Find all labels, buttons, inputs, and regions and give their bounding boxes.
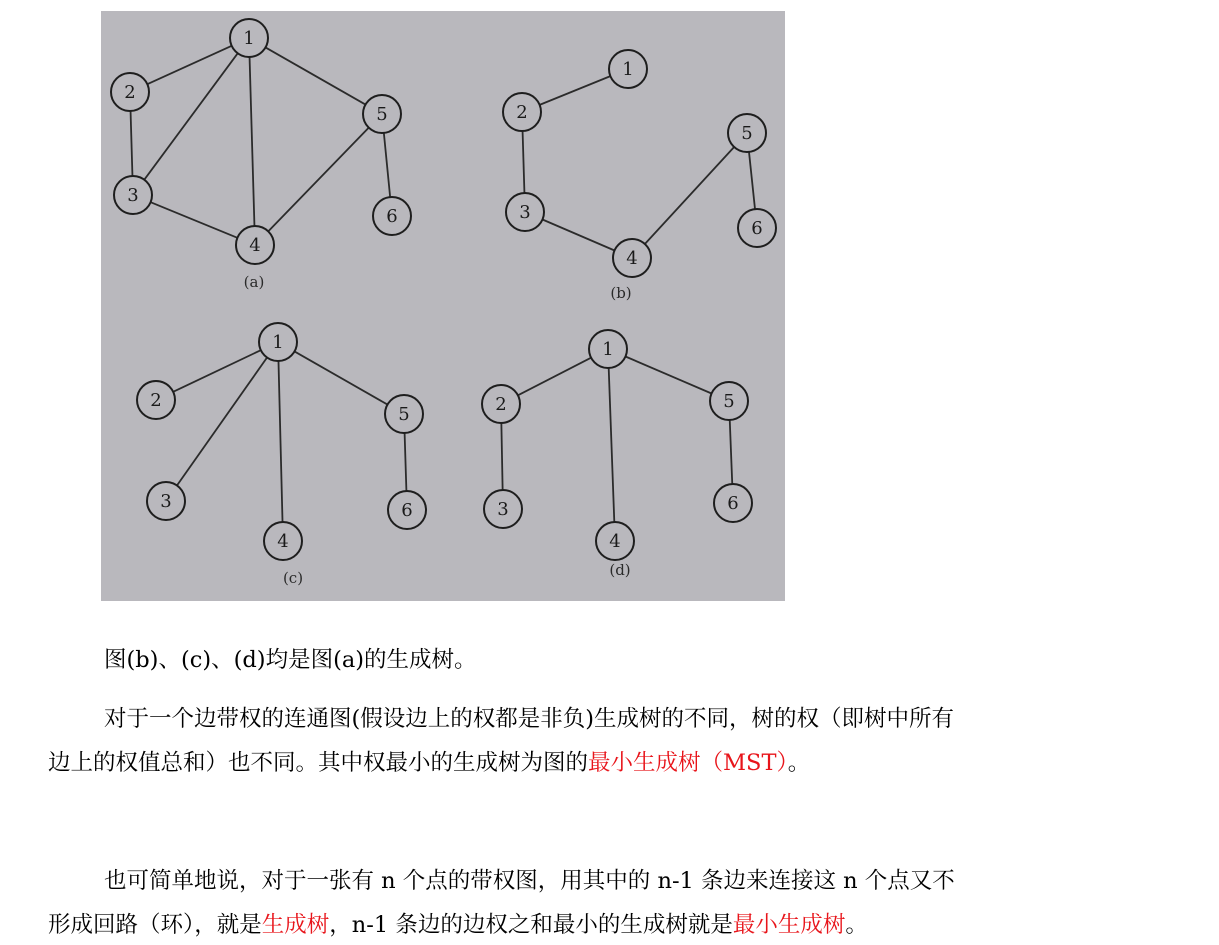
edge-5-6 [730,420,733,484]
edge-4-5 [645,147,734,244]
edge-5-6 [749,152,755,209]
paragraph-1: 图(b)、(c)、(d)均是图(a)的生成树。 [104,647,477,673]
caption-d: (d) [609,561,631,579]
edge-5-6 [405,433,407,491]
edge-2-3 [523,131,525,193]
graph-c [137,323,426,587]
edge-1-2 [540,76,611,105]
node-label-1: 1 [622,59,634,80]
graph-a [111,19,411,291]
caption-c: (c) [282,569,304,587]
node-label-5: 5 [741,123,753,144]
text-segment: ，n-1 条边的边权之和最小的生成树就是 [329,912,733,938]
text-segment: 形成回路（环），就是 [48,912,262,938]
edge-3-4 [542,220,614,251]
edge-1-4 [278,361,282,522]
node-label-2: 2 [495,394,507,415]
text-segment: 。 [787,750,811,776]
node-label-3: 3 [127,185,139,206]
edge-5-6 [384,133,390,197]
term-minimum-spanning-tree: 最小生成树 [732,912,846,938]
node-label-2: 2 [516,102,528,123]
paragraph-2-line-1: 对于一个边带权的连通图(假设边上的权都是非负)生成树的不同，树的权（即树中所有 [104,706,955,732]
edge-1-3 [177,358,267,486]
edge-1-2 [518,358,591,396]
paragraph-2-line-2 [48,749,810,777]
node-label-2: 2 [124,82,136,103]
node-label-4: 4 [277,531,289,552]
node-label-3: 3 [160,491,172,512]
term-mst: 最小生成树（MST） [588,750,788,776]
paragraph-3-line-2 [48,911,868,939]
node-label-2: 2 [150,390,162,411]
node-label-1: 1 [602,339,614,360]
edge-2-3 [501,423,502,490]
edge-1-5 [294,351,387,404]
paragraph-3-line-1: 也可简单地说，对于一张有 n 个点的带权图，用其中的 n-1 条边来连接这 n 个点又不 [104,868,955,894]
node-label-6: 6 [727,493,739,514]
node-label-5: 5 [376,104,388,125]
caption-a: (a) [243,273,265,291]
edge-1-3 [144,53,237,179]
node-label-6: 6 [751,218,763,239]
node-label-1: 1 [243,28,255,49]
graph-d [482,330,752,579]
spanning-tree-figure [101,11,785,601]
edge-2-3 [131,111,133,176]
node-label-4: 4 [609,531,621,552]
graph-b [503,50,776,302]
node-label-5: 5 [723,391,735,412]
edge-4-5 [268,128,369,232]
node-label-5: 5 [398,404,410,425]
node-label-6: 6 [401,500,413,521]
text-segment: 。 [845,912,868,938]
edge-1-4 [609,368,615,522]
node-label-3: 3 [519,202,531,223]
node-label-4: 4 [626,248,638,269]
edge-1-5 [625,357,711,394]
edge-3-4 [151,202,238,238]
node-label-6: 6 [386,206,398,227]
text-segment: 边上的权值总和）也不同。其中权最小的生成树为图的 [48,750,589,776]
caption-b: (b) [610,284,632,302]
graph-diagrams [101,11,785,601]
node-label-3: 3 [497,499,509,520]
edge-1-5 [265,47,365,104]
edge-1-4 [250,57,255,226]
term-spanning-tree: 生成树 [261,912,330,938]
node-label-4: 4 [249,235,261,256]
node-label-1: 1 [272,332,284,353]
